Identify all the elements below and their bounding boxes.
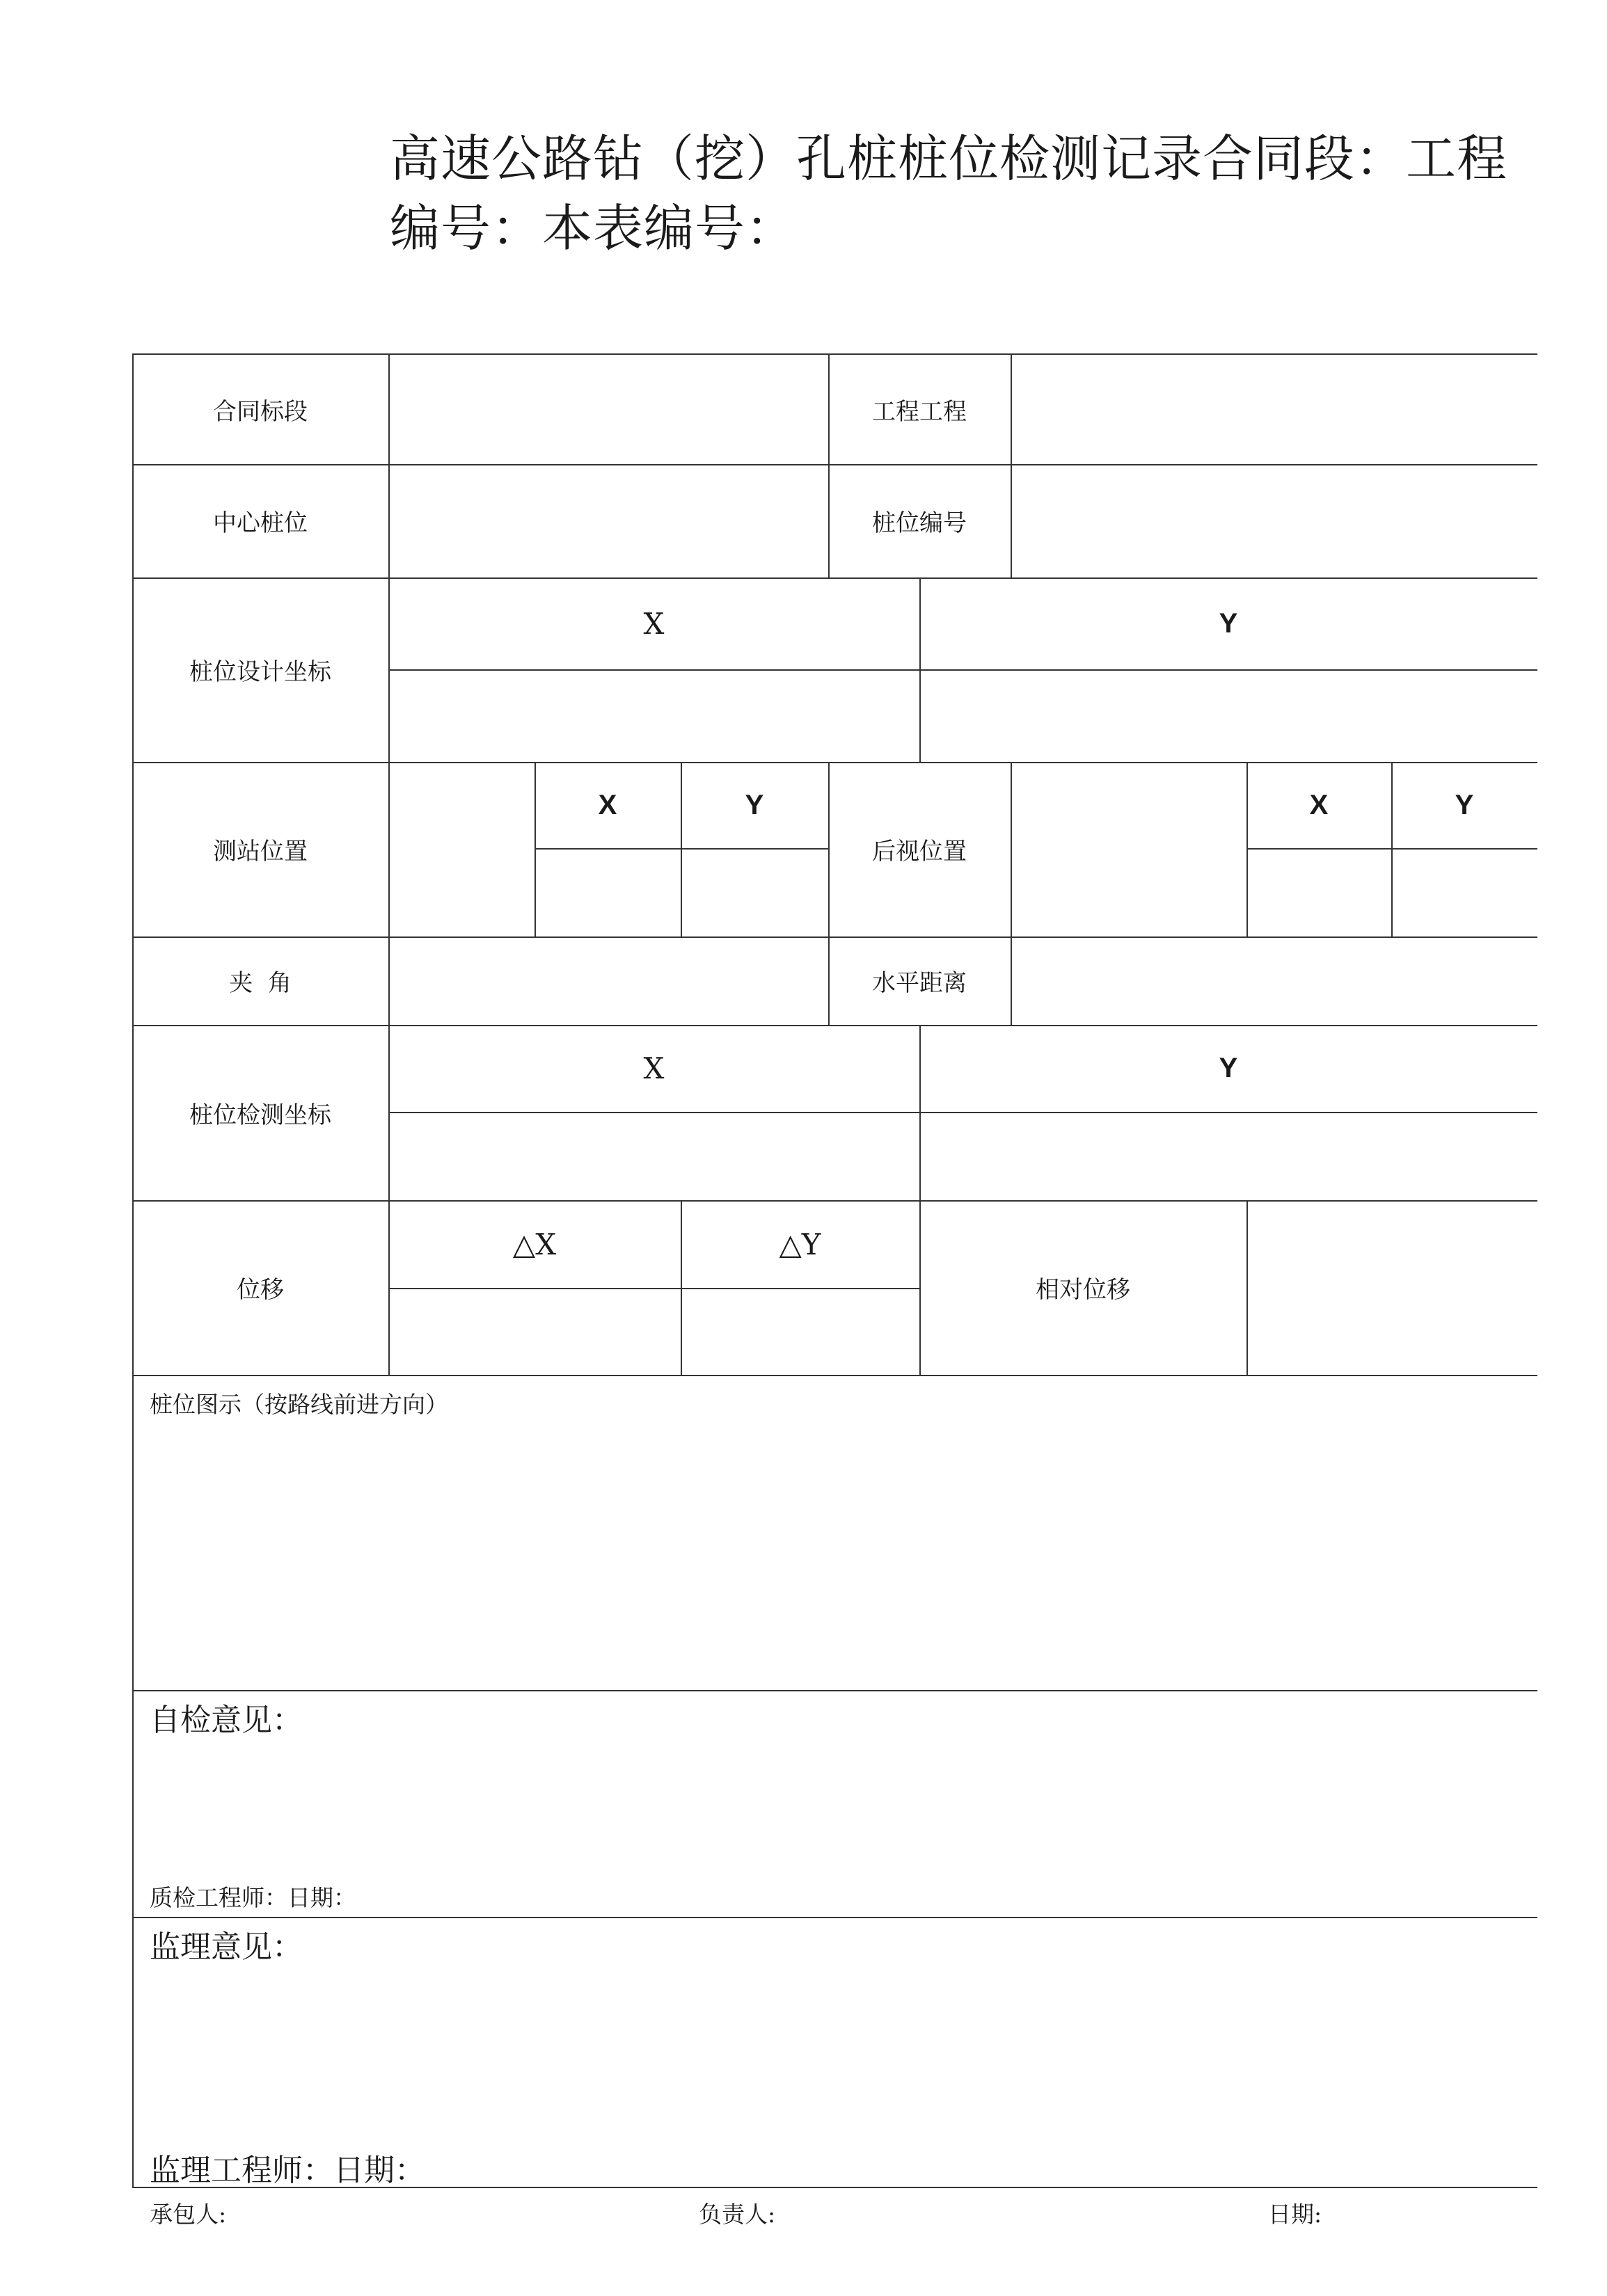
person-in-charge-label: 负责人:: [699, 2201, 776, 2228]
horizontal-distance-label: 水平距离: [872, 969, 967, 997]
contract-section-value[interactable]: [390, 355, 828, 464]
delta-x-value[interactable]: [390, 1289, 681, 1375]
relative-displacement-label: 相对位移: [1036, 1276, 1130, 1304]
qc-engineer-label: 质检工程师：日期：: [150, 1884, 356, 1911]
station-x-header: X: [598, 789, 617, 820]
title-line-1: 高速公路钻（挖）孔桩桩位检测记录合同段：工程: [390, 129, 1508, 188]
angle-value[interactable]: [390, 938, 828, 1025]
design-y-value[interactable]: [921, 671, 1537, 762]
table-line: [132, 1917, 1537, 1918]
title-line-2: 编号：本表编号：: [390, 199, 797, 257]
self-check-area[interactable]: [134, 1739, 1537, 1872]
pile-diagram-area[interactable]: [134, 1426, 1537, 1690]
pile-number-value[interactable]: [1012, 465, 1537, 577]
supervision-label: 监理意见：: [150, 1929, 303, 1965]
date-label: 日期:: [1268, 2201, 1322, 2228]
station-value[interactable]: [390, 763, 535, 936]
page-title: [390, 124, 1531, 263]
station-y-header: Y: [745, 789, 764, 820]
relative-displacement-value[interactable]: [1248, 1202, 1537, 1375]
backsight-label: 后视位置: [872, 838, 967, 866]
measured-coord-label: 桩位检测坐标: [189, 1101, 331, 1129]
backsight-x-value[interactable]: [1248, 850, 1391, 936]
design-x-value[interactable]: [390, 671, 919, 762]
contract-section-label: 合同标段: [213, 397, 308, 426]
self-check-label: 自检意见：: [150, 1703, 303, 1738]
contractor-label: 承包人:: [150, 2201, 227, 2228]
displacement-label: 位移: [237, 1276, 284, 1304]
delta-x-header: △X: [512, 1227, 557, 1261]
pile-number-label: 桩位编号: [872, 509, 967, 537]
backsight-y-header: Y: [1455, 789, 1474, 820]
station-label: 测站位置: [213, 838, 308, 866]
supervision-area[interactable]: [134, 1969, 1537, 2143]
design-x-header: X: [643, 606, 665, 641]
delta-y-value[interactable]: [682, 1289, 919, 1375]
center-pile-value[interactable]: [390, 465, 828, 577]
station-x-value[interactable]: [536, 850, 681, 936]
backsight-y-value[interactable]: [1393, 850, 1537, 936]
measured-y-value[interactable]: [921, 1113, 1537, 1200]
project-value[interactable]: [1012, 355, 1537, 464]
table-line: [132, 1690, 1537, 1691]
supervision-engineer-label: 监理工程师：日期：: [150, 2153, 425, 2188]
delta-y-header: △Y: [779, 1227, 821, 1261]
measured-x-header: X: [643, 1051, 665, 1085]
station-y-value[interactable]: [682, 850, 828, 936]
project-label: 工程工程: [872, 397, 967, 426]
backsight-x-header: X: [1309, 789, 1329, 820]
angle-label: 夹 角: [229, 969, 292, 997]
horizontal-distance-value[interactable]: [1012, 938, 1537, 1025]
backsight-value[interactable]: [1012, 763, 1246, 936]
design-coord-label: 桩位设计坐标: [189, 658, 331, 686]
measured-y-header: Y: [1219, 1053, 1238, 1083]
design-y-header: Y: [1219, 607, 1238, 639]
center-pile-label: 中心桩位: [213, 509, 308, 537]
measured-x-value[interactable]: [390, 1113, 919, 1200]
pile-diagram-label: 桩位图示（按路线前进方向）: [150, 1391, 448, 1418]
table-line: [132, 1375, 1537, 1376]
